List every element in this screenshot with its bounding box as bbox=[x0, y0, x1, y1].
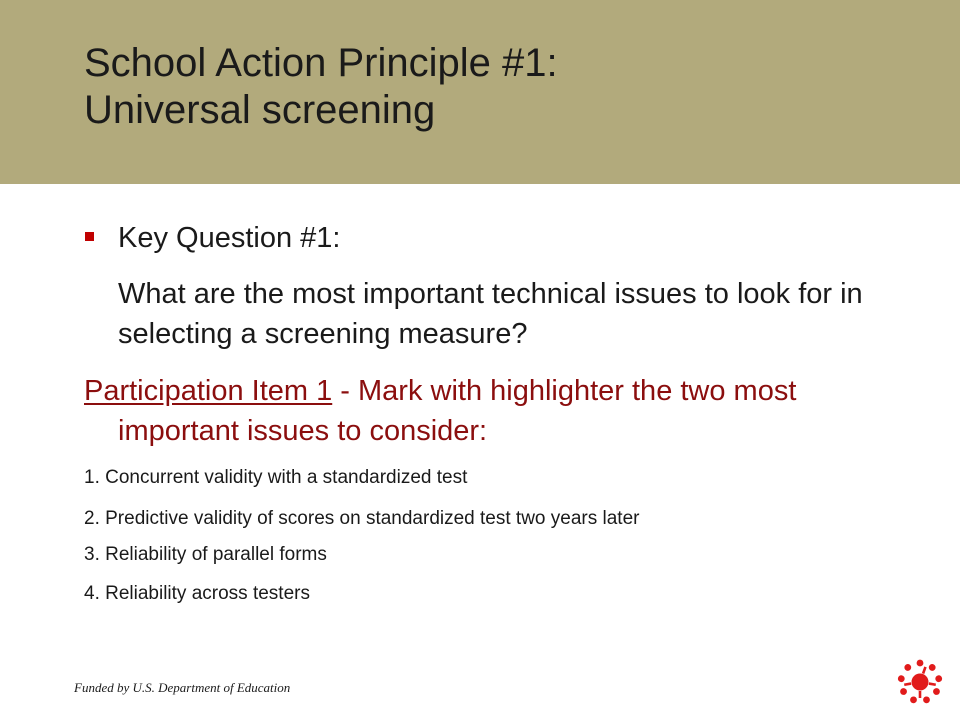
title-line-2: Universal screening bbox=[84, 88, 436, 132]
slide-title bbox=[84, 40, 558, 134]
key-question-text: What are the most important technical issues to look for in selecting a screening measure? bbox=[118, 278, 863, 350]
participation-instruction bbox=[84, 371, 918, 451]
square-bullet-icon bbox=[85, 232, 94, 241]
title-line-1: School Action Principle #1: bbox=[84, 41, 558, 85]
title-band bbox=[0, 0, 960, 184]
participation-text: - Mark with highlighter the two most important issues to consider: bbox=[118, 375, 797, 447]
list-item: 4. Reliability across testers bbox=[84, 583, 310, 604]
funding-footer: Funded by U.S. Department of Education bbox=[74, 680, 291, 695]
list-item: 3. Reliability of parallel forms bbox=[84, 544, 327, 565]
burst-logo-icon bbox=[896, 658, 944, 706]
key-question-label: Key Question #1: bbox=[118, 222, 341, 254]
list-item: 1. Concurrent validity with a standardized test bbox=[84, 467, 468, 488]
list-item: 2. Predictive validity of scores on standardized test two years later bbox=[84, 508, 640, 529]
participation-item-link[interactable]: Participation Item 1 bbox=[84, 375, 333, 407]
